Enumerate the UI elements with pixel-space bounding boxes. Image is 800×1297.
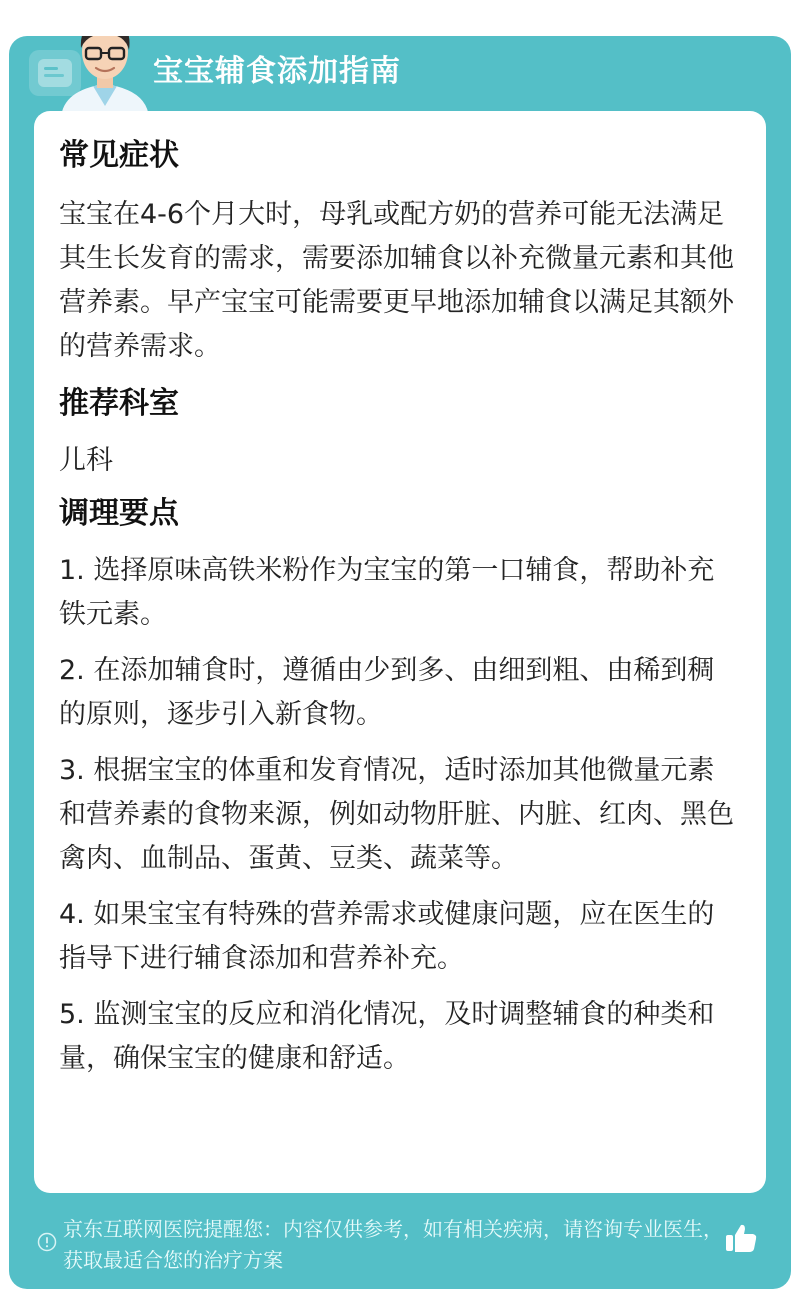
card-header <box>9 36 791 116</box>
doctor-avatar <box>49 36 161 118</box>
tip-item: 5. 监测宝宝的反应和消化情况，及时调整辅食的种类和量，确保宝宝的健康和舒适。 <box>59 999 715 1074</box>
info-icon <box>37 1232 57 1252</box>
tips-list <box>59 549 739 1081</box>
thumbs-up-icon[interactable] <box>723 1220 759 1256</box>
footer-notice <box>9 1202 791 1282</box>
department-heading: 推荐科室 <box>59 386 179 421</box>
guide-card <box>9 36 791 1289</box>
department-text: 儿科 <box>59 445 113 476</box>
symptoms-heading: 常见症状 <box>59 138 179 173</box>
tips-heading: 调理要点 <box>59 496 179 531</box>
page-title: 宝宝辅食添加指南 <box>153 54 401 89</box>
content-panel <box>34 111 766 1193</box>
tip-item: 4. 如果宝宝有特殊的营养需求或健康问题，应在医生的指导下进行辅食添加和营养补充。 <box>59 899 715 974</box>
symptoms-text: 宝宝在4-6个月大时，母乳或配方奶的营养可能无法满足其生长发育的需求，需要添加辅食以补充微量元素和其他营养素。早产宝宝可能需要更早地添加辅食以满足其额外的营养需求。 <box>59 199 734 362</box>
tip-item: 2. 在添加辅食时，遵循由少到多、由细到粗、由稀到稠的原则，逐步引入新食物。 <box>59 655 715 730</box>
disclaimer-text: 京东互联网医院提醒您：内容仅供参考，如有相关疾病，请咨询专业医生，获取最适合您的治疗方案 <box>63 1217 723 1272</box>
tip-item: 1. 选择原味高铁米粉作为宝宝的第一口辅食，帮助补充铁元素。 <box>59 555 715 630</box>
content-body <box>59 129 739 1093</box>
tip-item: 3. 根据宝宝的体重和发育情况，适时添加其他微量元素和营养素的食物来源，例如动物肝脏、内脏、红肉、黑色禽肉、血制品、蛋黄、豆类、蔬菜等。 <box>59 755 734 874</box>
